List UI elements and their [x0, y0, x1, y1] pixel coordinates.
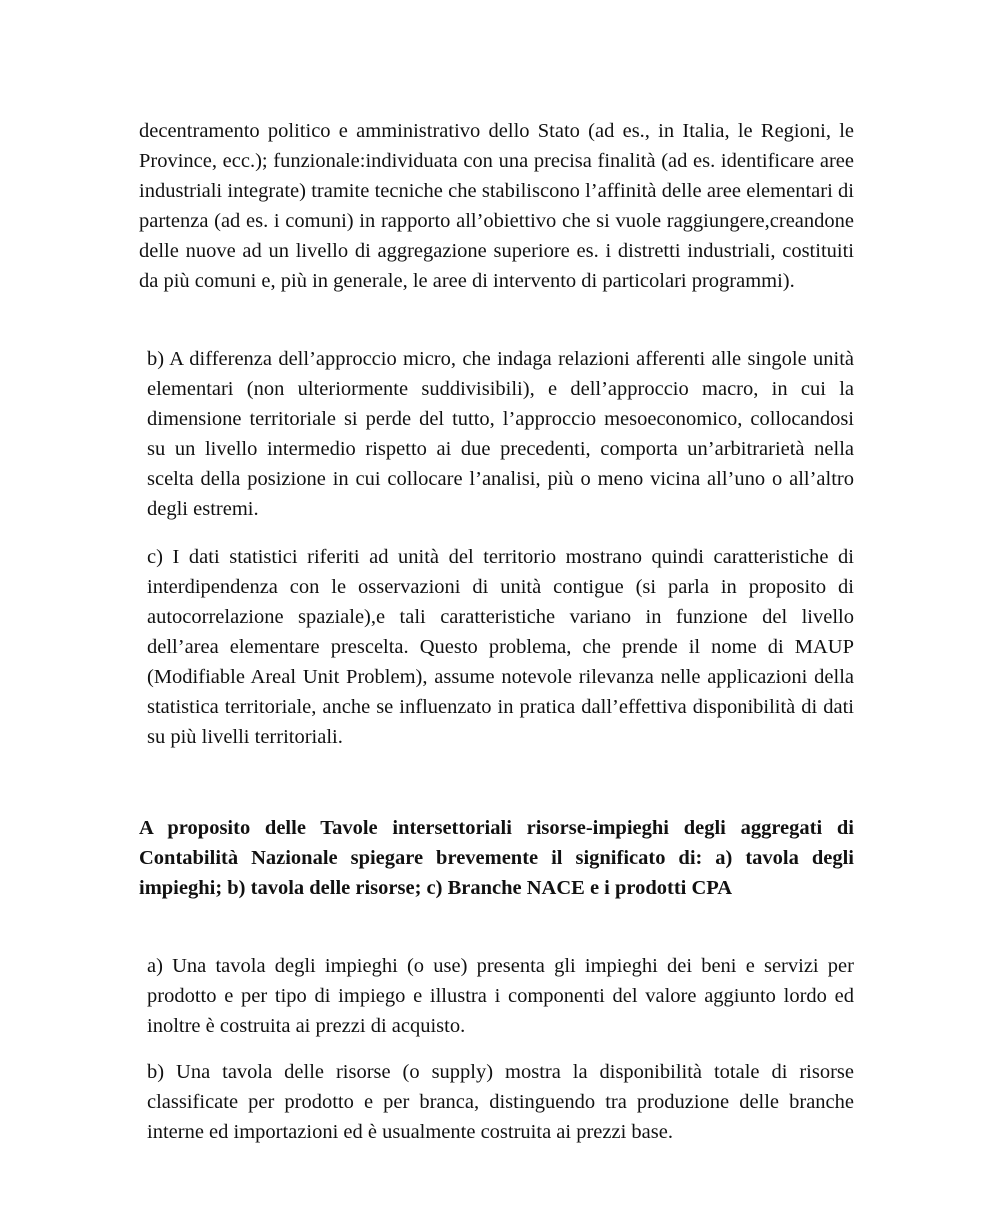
paragraph-c-dati-statistici: c) I dati statistici riferiti ad unità del territorio mostrano quindi caratteristiche di interdipendenza con le osservazioni di unità contigue (si parla in proposito di autocorrelazione spaziale),e tali caratteristiche variano in funzione del livello dell’area elementare prescelta. Questo problema, che prende il nome di MAUP (Modifiable Areal Unit Problem), assume notevole rilevanza nelle applicazioni della statistica territoriale, anche se influenzato in pratica dall’effettiva disponibilità di dati su più livelli territoriali. [147, 546, 854, 748]
answer-b-tavola-risorse: b) Una tavola delle risorse (o supply) mostra la disponibilità totale di risorse classificate per prodotto e per branca, distinguendo tra produzione delle branche interne ed importazioni ed è usualmente costruita ai prezzi base. [147, 1061, 854, 1143]
paragraph-decentramento: decentramento politico e amministrativo dello Stato (ad es., in Italia, le Regioni, le Province, ecc.); funzionale:individuata con una precisa finalità (ad es. identificare aree industriali integrate) tramite tecniche che stabiliscono l’affinità delle aree elementari di partenza (ad es. i comuni) in rapporto all’obiettivo che si vuole raggiungere,creandone delle nuove ad un livello di aggregazione superiore es. i distretti industriali, costituiti da più comuni e, più in generale, le aree di intervento di particolari programmi). [139, 120, 854, 292]
question-heading: A proposito delle Tavole intersettoriali risorse-impieghi degli aggregati di Contabilità Nazionale spiegare brevemente il significato di: a) tavola degli impieghi; b) tavola delle risorse; c) Branche NACE e i prodotti CPA [139, 817, 854, 899]
paragraph-b-approccio: b) A differenza dell’approccio micro, che indaga relazioni afferenti alle singole unità elementari (non ulteriormente suddivisibili), e dell’approccio macro, in cui la dimensione territoriale si perde del tutto, l’approccio mesoeconomico, collocandosi su un livello intermedio rispetto ai due precedenti, comporta un’arbitrarietà nella scelta della posizione in cui collocare l’analisi, più o meno vicina all’uno o all’altro degli estremi. [147, 348, 854, 520]
answer-a-tavola-impieghi: a) Una tavola degli impieghi (o use) presenta gli impieghi dei beni e servizi per prodotto e per tipo di impiego e illustra i componenti del valore aggiunto lordo ed inoltre è costruita ai prezzi di acquisto. [147, 955, 854, 1037]
